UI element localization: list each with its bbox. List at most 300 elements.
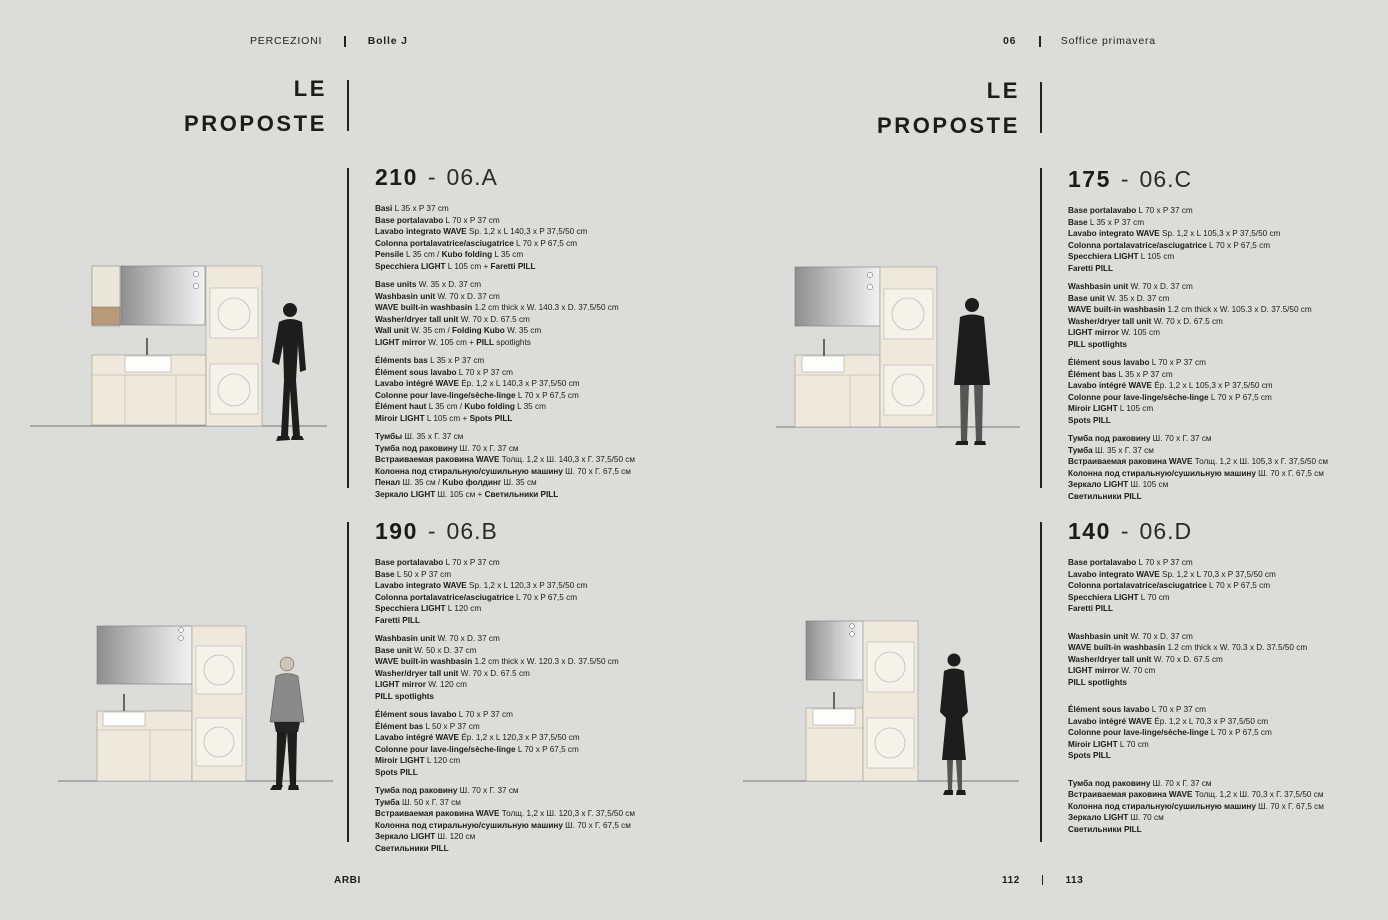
spec-item-name: Washer/dryer tall unit [375, 668, 459, 678]
spec-item-name: Specchiera LIGHT [375, 604, 446, 613]
spec-line [1068, 704, 1324, 716]
spec-item-name: Зеркало LIGHT [1068, 813, 1129, 822]
title-divider [347, 80, 349, 131]
spec-line [1068, 580, 1324, 592]
spec-item-dimensions: L 70 x P 67,5 cm [1206, 581, 1271, 590]
spec-line [1068, 468, 1328, 480]
spec-item-name: Base unit [375, 645, 412, 655]
spec-item-dimensions: Ép. 1,2 x L 105,3 x P 37,5/50 cm [1152, 381, 1273, 390]
spec-item-name: Пенал [375, 478, 401, 487]
spec-item-name: Светильники PILL [484, 489, 559, 499]
spec-line [375, 390, 635, 402]
spec-line [375, 820, 635, 832]
spec-line [1068, 677, 1324, 689]
mirror [806, 621, 863, 680]
spec-item-dimensions: W. 70 x D. 67.5 cm [1151, 654, 1223, 664]
spec-item-name: Miroir LIGHT [375, 756, 425, 765]
spec-item-name: Élément bas [375, 721, 424, 731]
spec-line [1068, 433, 1328, 445]
spec-group [375, 633, 635, 702]
spec-item-dimensions: Ш. 120 см [435, 832, 476, 841]
spec-line [375, 367, 635, 379]
spec-item-name: Lavabo intégré WAVE [375, 733, 460, 742]
spec-item-name: Miroir LIGHT [1068, 404, 1118, 413]
person-silhouette [954, 298, 990, 445]
spec-item-dimensions: Ш. 70 x Г. 67,5 см [562, 466, 631, 476]
washbasin [103, 712, 145, 726]
spec-item-name: Washer/dryer tall unit [375, 314, 459, 324]
spec-line [1068, 665, 1324, 677]
spec-line [1068, 293, 1328, 305]
spec-item-name: Lavabo intégré WAVE [1068, 381, 1153, 390]
spec-line [375, 691, 635, 703]
mirror [97, 626, 192, 684]
code-dash: - [1120, 518, 1130, 544]
spec-item-name: Lavabo intégré WAVE [375, 379, 460, 388]
proposal-code [375, 518, 635, 545]
spec-item-dimensions: L 70 x P 37 cm [456, 710, 513, 719]
spec-item-name: Colonna portalavatrice/asciugatrice [1068, 240, 1207, 250]
spec-item-name: Тумба под раковину [375, 786, 458, 795]
spec-item-dimensions: W. 70 x D. 67.5 cm [1151, 316, 1223, 326]
mirror [121, 266, 205, 325]
spec-item-dimensions: L 70 x P 67,5 cm [515, 744, 579, 754]
spec-line [1068, 339, 1328, 351]
spec-item-dimensions: Ш. 70 x Г. 37 см [457, 786, 519, 795]
spec-group [1068, 433, 1328, 502]
spec-item-name: Spots PILL [1068, 415, 1111, 425]
page-title-left [184, 71, 327, 141]
faucet [823, 339, 825, 356]
spec-item-name: Washbasin unit [1068, 282, 1129, 291]
mirror [795, 267, 880, 326]
spec-item-dimensions: Ш. 50 x Г. 37 см [399, 797, 461, 807]
spec-line [1068, 380, 1328, 392]
proposal-190-06b [375, 518, 635, 861]
spotlight [179, 628, 184, 633]
spec-line [375, 401, 635, 413]
spec-line [375, 203, 635, 215]
code-dash: - [427, 164, 437, 190]
spec-line [1068, 205, 1328, 217]
spec-item-dimensions: Sp. 1,2 x L 140,3 x P 37,5/50 cm [466, 227, 588, 236]
spec-item-dimensions: Ш. 35 x Г. 37 см [402, 432, 464, 441]
spec-item-name: Встраиваемая раковина WAVE [1068, 457, 1193, 466]
spec-item-name: Washer/dryer tall unit [1068, 316, 1152, 326]
spec-item-dimensions: L 120 cm [445, 604, 482, 613]
spec-item-name: Élément sous lavabo [1068, 358, 1150, 367]
spec-item-dimensions: L 105 cm [1138, 252, 1175, 261]
spec-item-name: Élément sous lavabo [1068, 705, 1150, 714]
spec-line [1068, 778, 1324, 790]
spec-line [375, 569, 635, 581]
spec-item-name: Встраиваемая раковина WAVE [1068, 790, 1193, 799]
page-title-right [877, 73, 1020, 143]
spotlight [193, 283, 198, 288]
spec-line [375, 466, 635, 478]
faucet [146, 338, 148, 355]
spotlight [850, 624, 855, 629]
spec-item-dimensions: Толщ. 1,2 x Ш. 70,3 x Г. 37,5/50 см [1192, 790, 1324, 799]
spec-item-dimensions: spotlights [493, 337, 531, 347]
spec-line [1068, 739, 1324, 751]
spec-item-name: Base portalavabo [1068, 558, 1137, 567]
spec-item-name: Светильники PILL [1068, 824, 1142, 834]
spec-item-name: WAVE built-in washbasin [375, 657, 473, 666]
spec-group [375, 709, 635, 778]
spec-line [1068, 445, 1328, 457]
spec-line [1068, 654, 1324, 666]
spec-item-name: Faretti PILL [1068, 263, 1114, 273]
spec-item-dimensions: L 70 x P 67,5 cm [1206, 240, 1271, 250]
spec-line [1068, 789, 1324, 801]
spec-group [375, 203, 635, 272]
spec-item-dimensions: Ш. 35 см / [400, 478, 443, 487]
spec-line [375, 592, 635, 604]
faucet [833, 692, 835, 709]
spec-item-dimensions: Ш. 70 x Г. 67,5 см [562, 820, 631, 830]
spec-item-dimensions: W. 70 cm [1118, 666, 1156, 675]
spec-item-name: Base unit [1068, 293, 1105, 303]
spec-item-name: Washbasin unit [1068, 631, 1129, 641]
spec-line [1068, 263, 1328, 275]
spec-item-name: LIGHT mirror [375, 337, 426, 347]
spec-item-name: Base portalavabo [1068, 206, 1137, 215]
spec-item-name: Specchiera LIGHT [1068, 592, 1139, 602]
spec-item-name: Тумба под раковину [375, 443, 458, 453]
title-divider [1040, 82, 1042, 133]
spec-line [375, 261, 635, 273]
spec-line [1068, 392, 1328, 404]
spec-item-name: Колонна под стиральную/сушильную машину [1068, 468, 1256, 478]
proposal-code [375, 164, 635, 191]
section-divider-a [347, 168, 349, 488]
spec-line [375, 785, 635, 797]
spec-line [375, 580, 635, 592]
spec-item-name: Faretti PILL [375, 615, 421, 625]
spec-item-name: Élément sous lavabo [375, 710, 457, 719]
spec-item-dimensions: L 70 cm [1117, 739, 1149, 749]
spec-item-dimensions: Толщ. 1,2 x Ш. 105,3 x Г. 37,5/50 см [1192, 457, 1329, 466]
spec-item-name: Lavabo integrato WAVE [1068, 229, 1160, 238]
brand-footer: ARBI [334, 875, 361, 886]
illustration-06b [0, 600, 345, 805]
spec-line [1068, 812, 1324, 824]
spec-item-dimensions: Ép. 1,2 x L 120,3 x P 37,5/50 cm [459, 733, 580, 742]
spec-item-dimensions: L 70 x P 37 cm [456, 367, 513, 377]
spec-item-name: Встраиваемая раковина WAVE [375, 455, 500, 464]
spec-item-name: Élément haut [375, 402, 427, 411]
spotlight [867, 272, 872, 277]
spec-line [375, 325, 635, 337]
spec-item-dimensions: Ш. 70 x Г. 37 см [1150, 778, 1212, 788]
spec-item-name: Тумба [375, 797, 400, 807]
spec-line [375, 744, 635, 756]
spec-item-name: Specchiera LIGHT [1068, 252, 1139, 261]
spec-line [375, 477, 635, 489]
spec-line [375, 831, 635, 843]
spec-item-dimensions: L 70 x P 67,5 cm [513, 592, 578, 602]
spec-line [375, 291, 635, 303]
proposal-size: 210 [375, 164, 418, 190]
spec-item-name: LIGHT mirror [1068, 666, 1119, 675]
person-silhouette [270, 657, 304, 790]
spec-line [1068, 642, 1324, 654]
spec-item-name: Lavabo integrato WAVE [375, 581, 467, 590]
spec-item-name: Washer/dryer tall unit [1068, 654, 1152, 664]
spec-item-dimensions: L 70 x P 37 cm [1149, 705, 1206, 714]
spec-line [375, 767, 635, 779]
spec-item-name: Wall unit [375, 326, 409, 335]
spec-group [1068, 281, 1328, 350]
spec-item-dimensions: W. 50 x D. 37 cm [411, 645, 477, 655]
proposal-size: 190 [375, 518, 418, 544]
spec-item-name: Éléments bas [375, 356, 428, 365]
spec-item-dimensions: W. 35 x D. 37 cm [1104, 293, 1170, 303]
title-line: LE [986, 78, 1020, 103]
spec-item-dimensions: L 70 x P 37 cm [1136, 558, 1193, 567]
spec-item-dimensions: W. 35 cm / [408, 326, 453, 335]
spec-item-name: Base portalavabo [375, 558, 444, 567]
spec-item-dimensions: W. 70 x D. 37 cm [435, 634, 500, 643]
spec-line [375, 721, 635, 733]
spec-item-dimensions: W. 35 cm [504, 326, 542, 335]
spec-item-name: Folding Kubo [452, 326, 505, 335]
spec-line [375, 755, 635, 767]
spec-item-name: Колонна под стиральную/сушильную машину [375, 820, 563, 830]
spotlight [179, 636, 184, 641]
spec-line [375, 226, 635, 238]
spec-line [1068, 304, 1328, 316]
spec-item-dimensions: L 105 cm + [424, 413, 470, 423]
spec-item-name: Светильники PILL [1068, 491, 1142, 501]
person-silhouette [940, 654, 968, 796]
spec-item-name: Тумбы [375, 432, 403, 441]
spec-group [375, 557, 635, 626]
illustration-06a [0, 240, 345, 455]
proposal-size: 175 [1068, 166, 1111, 192]
spec-item-dimensions: L 70 x P 67,5 cm [513, 238, 578, 248]
section-name: PERCEZIONI [250, 35, 323, 47]
spec-item-dimensions: L 70 x P 67,5 cm [1208, 728, 1272, 737]
spec-item-name: Колонна под стиральную/сушильную машину [1068, 801, 1256, 811]
spec-item-name: Зеркало LIGHT [375, 832, 436, 841]
spec-item-name: PILL spotlights [1068, 339, 1127, 349]
spec-item-dimensions: L 105 cm + [445, 261, 491, 271]
spec-item-name: Тумба [1068, 445, 1093, 455]
spec-line [375, 238, 635, 250]
spec-line [375, 679, 635, 691]
spec-item-name: Зеркало LIGHT [1068, 480, 1129, 489]
spec-item-name: Colonne pour lave-linge/sèche-linge [1068, 728, 1209, 737]
spec-item-name: Spots PILL [1068, 751, 1111, 760]
spec-group [1068, 704, 1324, 762]
spec-group [1068, 357, 1328, 426]
spec-item-name: Lavabo intégré WAVE [1068, 716, 1153, 726]
spec-line [375, 557, 635, 569]
spec-line [1068, 357, 1328, 369]
spec-item-name: Kubo folding [441, 250, 493, 259]
washbasin [125, 356, 171, 372]
spec-item-dimensions: L 105 cm [1117, 404, 1154, 413]
spec-line [375, 249, 635, 261]
proposal-175-06c [1068, 166, 1328, 509]
title-line: LE [293, 76, 327, 101]
spec-line [1068, 801, 1324, 813]
spec-item-dimensions: W. 105 cm + [425, 337, 477, 347]
spec-line [1068, 403, 1328, 415]
spec-item-dimensions: L 35 x P 37 cm [1087, 217, 1145, 227]
spec-item-dimensions: Ш. 70 x Г. 37 см [1150, 434, 1212, 443]
spec-item-name: Colonne pour lave-linge/sèche-linge [375, 744, 516, 754]
spec-line [375, 443, 635, 455]
spec-line [375, 808, 635, 820]
spec-line [375, 413, 635, 425]
spec-item-name: Lavabo integrato WAVE [1068, 569, 1160, 579]
spec-line [1068, 750, 1324, 762]
spec-item-dimensions: Ш. 70 x Г. 67,5 см [1255, 801, 1324, 811]
spec-item-dimensions: L 50 x P 37 cm [423, 721, 480, 731]
spec-item-dimensions: W. 70 x D. 37 cm [1128, 282, 1193, 291]
spec-item-name: Base [1068, 217, 1088, 227]
proposal-140-06d [1068, 518, 1324, 842]
code-dash: - [427, 518, 437, 544]
spec-line [1068, 631, 1324, 643]
spec-item-dimensions: W. 70 x D. 67.5 cm [458, 314, 530, 324]
person-silhouette [272, 303, 306, 441]
spec-line [1068, 281, 1328, 293]
spec-line [1068, 479, 1328, 491]
spec-line [375, 337, 635, 349]
header-divider [1039, 36, 1041, 47]
page-number: 112 [1002, 875, 1020, 886]
spec-item-dimensions: L 50 x P 37 cm [394, 569, 452, 579]
spec-group [375, 355, 635, 424]
spec-item-name: Тумба под раковину [1068, 434, 1151, 443]
spec-item-dimensions: W. 105 cm [1118, 328, 1160, 337]
spec-item-dimensions: W. 35 x D. 37 cm [416, 280, 482, 289]
spec-item-dimensions: L 70 cm [1138, 592, 1170, 602]
spec-item-name: Miroir LIGHT [375, 413, 425, 423]
spec-item-dimensions: W. 70 x D. 37 cm [435, 291, 500, 301]
proposal-reference: 06.B [446, 518, 498, 544]
spec-item-dimensions: 1.2 cm thick x W. 70.3 x D. 37.5/50 cm [1165, 643, 1308, 652]
spec-item-name: Specchiera LIGHT [375, 261, 446, 271]
spec-line [1068, 716, 1324, 728]
header-divider [344, 36, 346, 47]
kubo-folding [92, 307, 120, 325]
spec-item-name: Светильники PILL [375, 843, 449, 853]
spec-item-name: Base [375, 569, 395, 579]
spec-item-dimensions: 1.2 cm thick x W. 140.3 x D. 37.5/50 cm [472, 303, 619, 312]
spec-item-name: Miroir LIGHT [1068, 739, 1118, 749]
title-line: PROPOSTE [876, 113, 1020, 138]
spec-item-name: Pensile [375, 250, 404, 259]
spec-group [1068, 778, 1324, 836]
spec-item-name: Colonne pour lave-linge/sèche-linge [1068, 392, 1209, 402]
section-divider-c [1040, 168, 1042, 488]
spec-item-name: Washbasin unit [375, 634, 436, 643]
spec-item-dimensions: L 35 x P 37 cm [392, 204, 449, 213]
spec-line [1068, 456, 1328, 468]
footer-divider [1042, 875, 1044, 885]
spec-item-name: Colonna portalavatrice/asciugatrice [375, 592, 514, 602]
proposal-reference: 06.A [446, 164, 498, 190]
spec-item-name: Élément bas [1068, 369, 1117, 379]
spec-line [375, 843, 635, 855]
spec-item-dimensions: W. 120 cm [425, 680, 467, 689]
spec-item-name: Тумба под раковину [1068, 778, 1151, 788]
spec-line [1068, 603, 1324, 615]
spec-item-dimensions: W. 70 x D. 67.5 cm [458, 668, 530, 678]
spec-item-dimensions: Ш. 35 x Г. 37 см [1092, 445, 1154, 455]
spec-line [1068, 569, 1324, 581]
spec-item-dimensions: Ш. 35 см [501, 478, 537, 487]
spec-item-name: LIGHT mirror [375, 680, 426, 689]
spec-line [375, 302, 635, 314]
spec-line [375, 645, 635, 657]
spec-line [375, 732, 635, 744]
spec-line [1068, 316, 1328, 328]
spec-item-name: Spots PILL [375, 767, 418, 777]
spec-item-dimensions: 1.2 cm thick x W. 105.3 x D. 37.5/50 cm [1165, 305, 1312, 314]
spec-item-dimensions: L 35 cm / [426, 402, 465, 411]
spec-item-name: Base units [375, 280, 417, 289]
spec-item-dimensions: L 35 cm [514, 402, 546, 411]
chapter-number: 06 [1003, 35, 1017, 47]
spec-line [375, 314, 635, 326]
spec-item-dimensions: L 70 x P 67,5 cm [1208, 392, 1272, 402]
spec-item-name: PILL spotlights [375, 691, 434, 701]
spec-item-name: Colonna portalavatrice/asciugatrice [375, 238, 514, 248]
spec-item-dimensions: Sp. 1,2 x L 120,3 x P 37,5/50 cm [466, 581, 588, 590]
spec-item-name: Зеркало LIGHT [375, 489, 436, 499]
spec-line [375, 615, 635, 627]
spec-item-name: Kubo folding [464, 402, 515, 411]
spec-item-dimensions: Толщ. 1,2 x Ш. 140,3 x Г. 37,5/50 см [499, 455, 636, 464]
faucet [123, 694, 125, 711]
spec-item-dimensions: Ш. 105 см + [435, 489, 485, 499]
spec-item-dimensions: L 70 x P 67,5 cm [515, 390, 579, 400]
spec-item-dimensions: L 35 x P 37 cm [427, 356, 485, 365]
spec-line [1068, 824, 1324, 836]
spec-line [1068, 217, 1328, 229]
spec-item-name: LIGHT mirror [1068, 328, 1119, 337]
spec-item-name: WAVE built-in washbasin [1068, 643, 1166, 652]
spec-line [1068, 251, 1328, 263]
spec-group [375, 279, 635, 348]
spec-item-name: WAVE built-in washbasin [375, 303, 473, 312]
spec-line [375, 454, 635, 466]
spec-item-dimensions: Sp. 1,2 x L 70,3 x P 37,5/50 cm [1159, 569, 1276, 579]
spec-item-name: Spots PILL [469, 413, 513, 423]
title-line: PROPOSTE [183, 111, 327, 136]
proposal-code [1068, 518, 1324, 545]
spec-item-dimensions: L 70 x P 37 cm [1149, 358, 1206, 367]
spec-group [1068, 557, 1324, 615]
illustration-06c [760, 245, 1040, 460]
collection-name-right: Soffice primavera [1060, 35, 1156, 47]
proposal-reference: 06.C [1139, 166, 1193, 192]
spec-group [1068, 631, 1324, 689]
spec-item-dimensions: Ш. 70 см [1128, 813, 1164, 822]
spec-item-dimensions: Ш. 70 x Г. 67,5 см [1255, 468, 1324, 478]
spec-item-name: PILL spotlights [1068, 677, 1127, 687]
spec-line [375, 797, 635, 809]
page-number-left [1002, 875, 1083, 886]
spec-item-name: Faretti PILL [490, 261, 536, 271]
spec-item-name: Basi [375, 204, 393, 213]
